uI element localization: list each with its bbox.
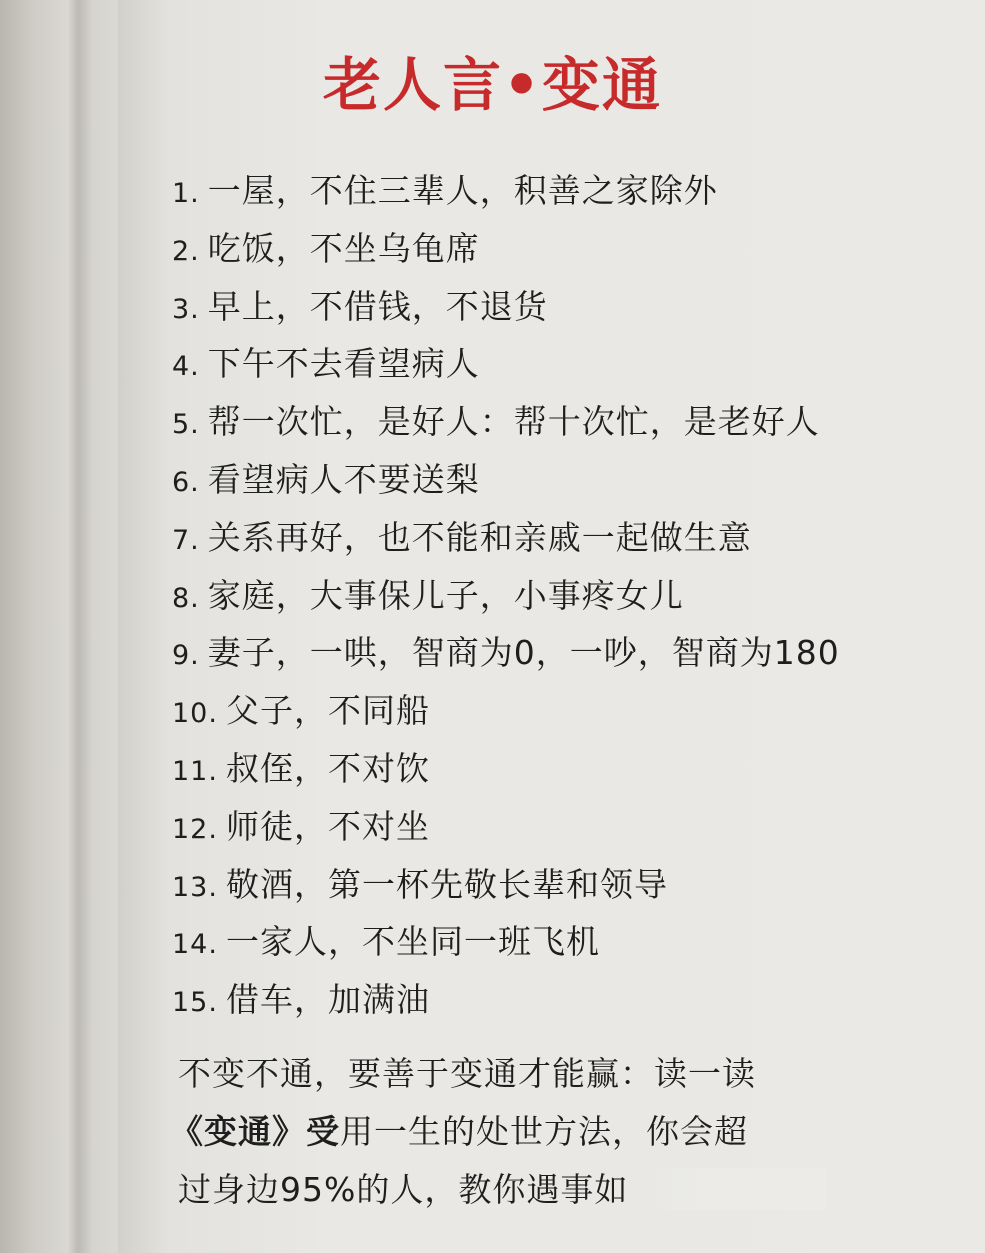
list-item xyxy=(172,971,840,1029)
item-text: 吃饭，不坐乌龟席 xyxy=(207,228,480,268)
item-number: 11. xyxy=(172,755,218,787)
closing-text: 用一生的处世方法，你会超 xyxy=(340,1112,748,1151)
list-item xyxy=(172,740,840,798)
item-text: 家庭，大事保儿子，小事疼女儿 xyxy=(207,575,684,615)
list-item xyxy=(172,856,840,914)
item-text: 敬酒，第一杯先敬长辈和领导 xyxy=(225,864,668,904)
item-text: 早上，不借钱，不退货 xyxy=(207,286,548,326)
item-text: 师徒，不对坐 xyxy=(225,806,430,846)
closing-line: 过身边95%的人，教你遇事如 xyxy=(178,1170,629,1209)
tips-list xyxy=(172,162,840,1029)
list-item xyxy=(172,624,840,682)
item-number: 3. xyxy=(172,293,200,325)
item-number: 15. xyxy=(172,987,218,1019)
list-item xyxy=(172,567,840,625)
item-number: 8. xyxy=(172,582,200,614)
page-title: 老人言•变通 xyxy=(322,51,663,119)
item-number: 13. xyxy=(172,871,218,903)
item-text: 一屋，不住三辈人，积善之家除外 xyxy=(207,171,718,210)
list-item xyxy=(172,393,840,451)
list-item xyxy=(172,913,840,971)
book-title: 《变通》受 xyxy=(170,1112,340,1151)
item-text: 父子，不同船 xyxy=(225,691,430,731)
text-fade-overlay xyxy=(652,1168,827,1210)
item-number: 5. xyxy=(172,409,200,441)
closing-line xyxy=(170,1103,890,1161)
list-item xyxy=(172,798,840,856)
list-item xyxy=(172,451,840,509)
item-text: 帮一次忙，是好人：帮十次忙，是老好人 xyxy=(207,402,820,442)
item-number: 6. xyxy=(172,466,200,498)
item-text: 妻子，一哄，智商为0，一吵，智商为180 xyxy=(207,633,840,673)
list-item xyxy=(172,162,840,220)
item-text: 看望病人不要送梨 xyxy=(207,459,480,499)
item-text: 叔侄，不对饮 xyxy=(225,748,430,788)
list-item xyxy=(172,335,840,393)
item-number: 12. xyxy=(172,813,218,845)
item-text: 借车，加满油 xyxy=(225,980,430,1020)
item-number: 4. xyxy=(172,351,200,383)
list-item xyxy=(172,682,840,740)
list-item xyxy=(172,509,840,567)
item-number: 7. xyxy=(172,524,200,556)
item-number: 10. xyxy=(172,698,218,730)
item-number: 1. xyxy=(172,178,200,209)
list-item xyxy=(172,278,840,336)
list-item xyxy=(172,220,840,278)
closing-line: 不变不通，要善于变通才能赢：读一读 xyxy=(178,1054,756,1093)
item-number: 2. xyxy=(172,235,200,267)
item-text: 关系再好，也不能和亲戚一起做生意 xyxy=(207,517,752,557)
item-text: 一家人，不坐同一班飞机 xyxy=(225,922,600,962)
item-number: 9. xyxy=(172,640,200,672)
item-number: 14. xyxy=(172,929,218,961)
item-text: 下午不去看望病人 xyxy=(207,344,480,384)
